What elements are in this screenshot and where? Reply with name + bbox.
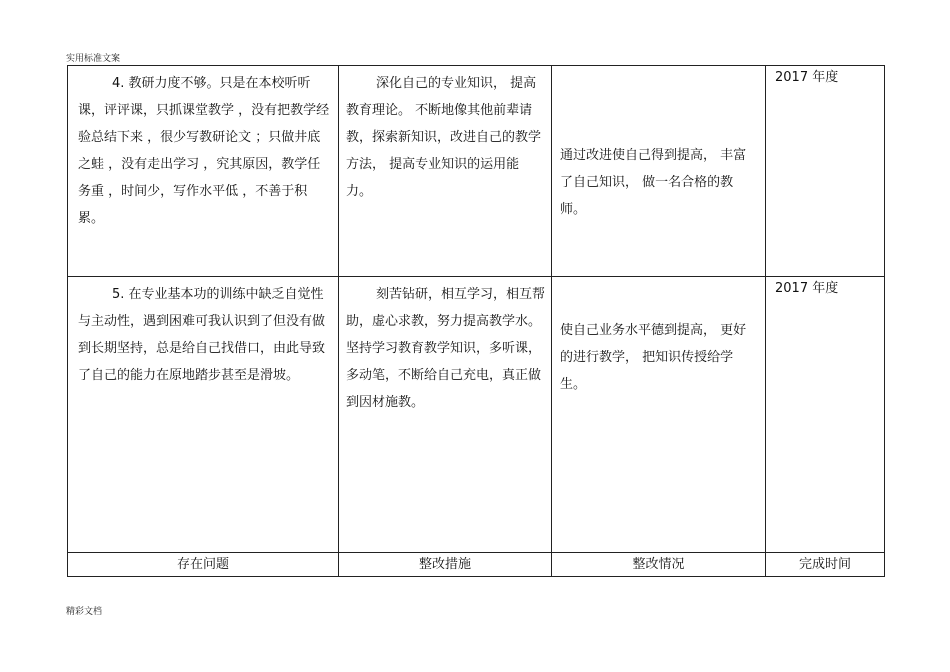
- problem-cell: 4. 教研力度不够。只是在本校听听课，评评课，只抓课堂教学 ，没有把教学经验总结下来 ，很少写教研论文 ；只做井底之蛙 ，没有走出学习 ，究其原因，教学任务重 ，时间少，写作水平低 ，不善于积累。: [68, 66, 339, 277]
- table-heading-row: [68, 553, 885, 577]
- time-cell: 2017 年度: [766, 66, 885, 277]
- page-footer: 精彩文档: [66, 607, 103, 617]
- table-row: [68, 66, 885, 277]
- heading-status: 整改情况: [552, 553, 766, 577]
- measures-cell: 深化自己的专业知识， 提高教育理论。 不断地像其他前辈请教，探索新知识，改进自己的教学方法， 提高专业知识的运用能力。: [339, 66, 552, 277]
- status-cell: 使自己业务水平德到提高， 更好的进行教学， 把知识传授给学生。: [552, 277, 766, 553]
- table-row: [68, 277, 885, 553]
- heading-problem: 存在问题: [68, 553, 339, 577]
- status-cell: 通过改进使自己得到提高， 丰富了自己知识， 做一名合格的教师。: [552, 66, 766, 277]
- heading-time: 完成时间: [766, 553, 885, 577]
- heading-measures: 整改措施: [339, 553, 552, 577]
- rectification-table: [67, 65, 885, 577]
- time-cell: 2017 年度: [766, 277, 885, 553]
- page-header: 实用标准文案: [66, 54, 121, 64]
- problem-cell: 5. 在专业基本功的训练中缺乏自觉性与主动性，遇到困难可我认识到了但没有做到长期坚持，总是给自己找借口，由此导致了自己的能力在原地踏步甚至是滑坡。: [68, 277, 339, 553]
- measures-cell: 刻苦钻研，相互学习，相互帮助，虚心求教，努力提高教学水。坚持学习教育教学知识，多听课，多动笔，不断给自己充电，真正做到因材施教。: [339, 277, 552, 553]
